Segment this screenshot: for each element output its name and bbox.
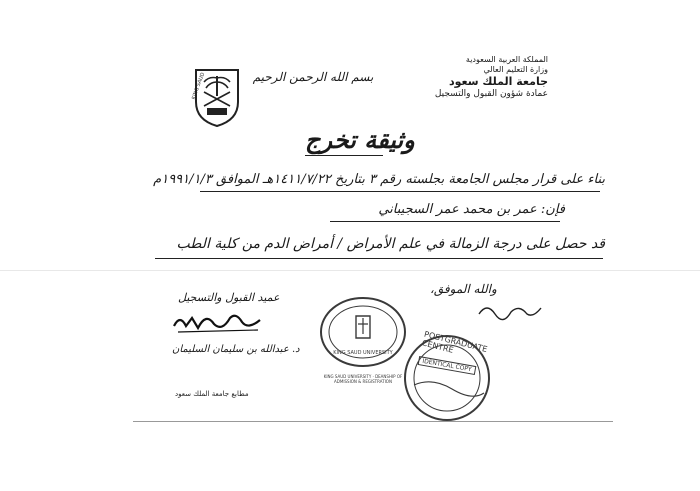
kingdom-name: المملكة العربية السعودية <box>465 55 548 64</box>
ministry-name: وزارة التعليم العالي <box>483 65 548 74</box>
postgraduate-stamp <box>392 329 502 427</box>
printer-credit: مطابع جامعة الملك سعود <box>175 390 249 398</box>
seal-caption: KING SAUD UNIVERSITY · DEANSHIP OF ADMISSION & REGISTRATION <box>323 374 403 384</box>
ksu-logo <box>190 62 245 134</box>
identical-copy-label: IDENTICAL COPY <box>418 356 476 375</box>
decision-line: بناء على قرار مجلس الجامعة بجلسته رقم ٣ بتاريخ ١٤١١/٧/٢٢هـ الموافق ١٩٩١/١/٣م <box>153 172 605 187</box>
svg-text:KING SAUD UNIVERSITY: KING SAUD UNIVERSITY <box>333 350 393 356</box>
university-name: جامعة الملك سعود <box>449 75 548 88</box>
deanship-name: عمادة شؤون القبول والتسجيل <box>434 88 548 99</box>
signatory-title: عميد القبول والتسجيل <box>178 291 280 304</box>
basmala: بسم الله الرحمن الرحيم <box>252 70 374 84</box>
page-fold-line <box>0 270 700 271</box>
right-signature <box>475 300 545 326</box>
graduate-name-line: فإن: عمر بن محمد عمر السجيباني <box>378 202 565 217</box>
degree-line: قد حصل على درجة الزمالة في علم الأمراض / أمراض الدم من كلية الطب <box>176 236 605 252</box>
svg-text:KING SAUD: KING SAUD <box>190 71 207 101</box>
ksu-emblem-icon <box>190 62 245 130</box>
document-title: وثيقة تخرج <box>305 125 415 154</box>
dean-signature <box>170 308 268 342</box>
postgraduate-label: POSTGRADUATE CENTRE <box>421 329 489 355</box>
institution-header <box>435 55 548 100</box>
signatory-name: د. عبدالله بن سليمان السليمان <box>172 344 300 355</box>
decision-underline <box>200 191 600 192</box>
name-underline <box>330 221 560 222</box>
degree-underline <box>155 258 603 259</box>
closing-phrase: والله الموفق، <box>430 282 497 296</box>
bottom-rule <box>133 421 613 422</box>
